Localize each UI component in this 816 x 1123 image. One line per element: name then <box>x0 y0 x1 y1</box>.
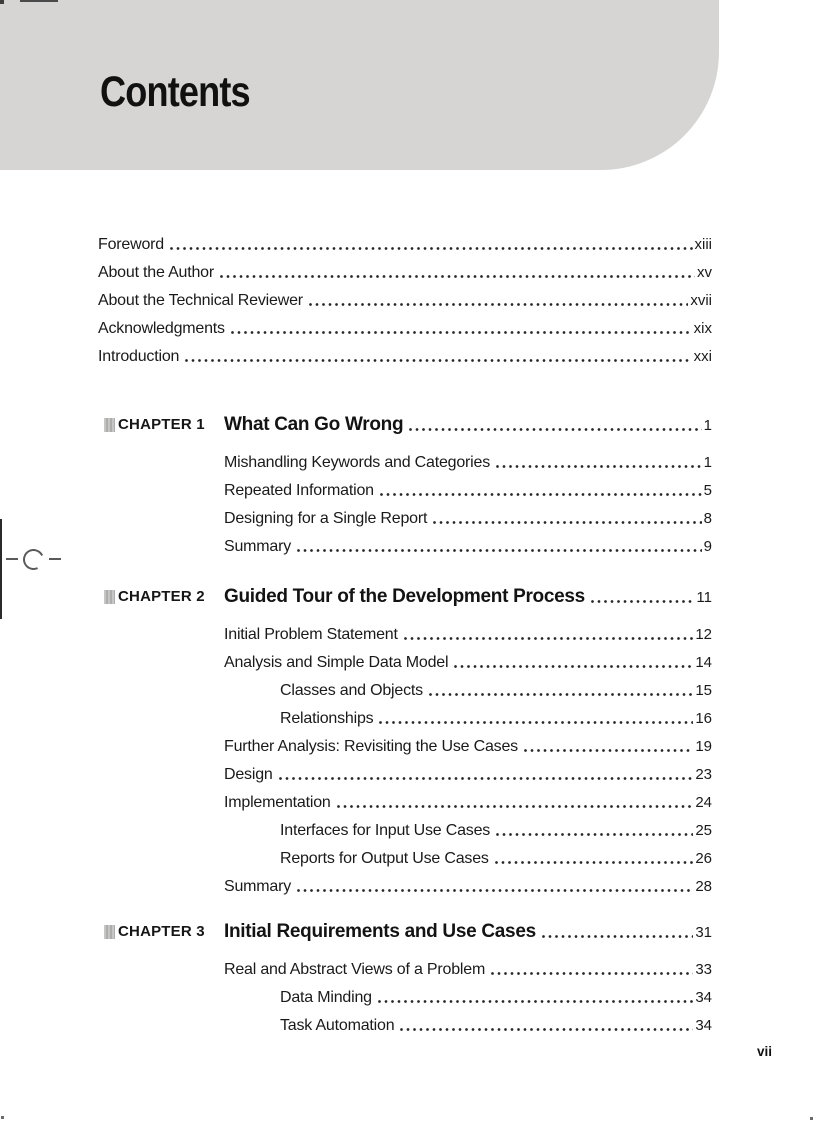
dot-leader <box>378 1000 693 1003</box>
chapter-sections <box>98 616 712 896</box>
toc-entry-page: 34 <box>695 989 712 1006</box>
toc-entry-page: xix <box>693 320 712 337</box>
chapter-title-row <box>224 920 712 943</box>
dot-leader <box>496 465 702 468</box>
dot-leader <box>524 749 693 752</box>
toc-entry-page: 1 <box>703 454 712 471</box>
toc-entry-label: Foreword <box>98 236 164 253</box>
toc-entry <box>98 282 712 310</box>
toc-entry <box>224 528 712 556</box>
dot-leader <box>591 600 695 603</box>
toc-entry-label: Task Automation <box>280 1017 395 1034</box>
toc-entry <box>224 979 712 1007</box>
chapter-page-number: 31 <box>695 924 712 941</box>
toc-entry <box>224 444 712 472</box>
toc-entry <box>98 338 712 366</box>
toc-entry <box>224 868 712 896</box>
toc-entry-page: 26 <box>695 850 712 867</box>
folio-page-number: vii <box>756 1044 772 1059</box>
toc-entry <box>224 812 712 840</box>
toc-entry-label: About the Technical Reviewer <box>98 292 303 309</box>
registration-dash-left <box>6 558 18 560</box>
toc-entry-label: Summary <box>224 538 292 555</box>
toc-entry-page: 16 <box>695 710 712 727</box>
chapter-heading <box>98 582 712 608</box>
toc-entry-label: Analysis and Simple Data Model <box>224 654 449 671</box>
toc-entry <box>224 840 712 868</box>
chapter-title: Guided Tour of the Development Process <box>224 586 585 607</box>
chapter-label-column <box>98 586 224 608</box>
chapter-title: What Can Go Wrong <box>224 414 404 435</box>
chapter-marker-icon <box>104 925 115 939</box>
toc-entry-label: Introduction <box>98 348 180 365</box>
toc-entry <box>224 1007 712 1035</box>
dot-leader <box>496 833 693 836</box>
toc-entry-page: xxi <box>693 348 712 365</box>
front-matter-list <box>98 226 712 366</box>
toc-entry-page: 24 <box>695 794 712 811</box>
toc-entry <box>224 756 712 784</box>
dot-leader <box>542 935 693 938</box>
chapter-marker-icon <box>104 590 115 604</box>
toc-entry-page: 25 <box>695 822 712 839</box>
registration-circle <box>20 546 47 573</box>
dot-leader <box>454 665 693 668</box>
registration-dash-right <box>49 558 61 560</box>
toc-entry <box>98 310 712 338</box>
dot-leader <box>404 637 694 640</box>
toc-entry-label: Interfaces for Input Use Cases <box>280 822 491 839</box>
toc-entry-label: Further Analysis: Revisiting the Use Cases <box>224 738 518 755</box>
toc-entry-label: Reports for Output Use Cases <box>280 850 489 867</box>
toc-entry <box>224 784 712 812</box>
chapter-heading <box>98 410 712 436</box>
toc-entry <box>98 226 712 254</box>
chapter-title-row <box>224 585 712 608</box>
toc-entry <box>224 951 712 979</box>
toc-entry <box>224 728 712 756</box>
toc-entry-label: Mishandling Keywords and Categories <box>224 454 491 471</box>
toc-entry-page: 15 <box>695 682 712 699</box>
dot-leader <box>185 359 691 362</box>
toc-entry <box>224 644 712 672</box>
chapter-sections <box>98 951 712 1035</box>
dot-leader <box>309 303 688 306</box>
toc-entry-label: Relationships <box>280 710 374 727</box>
dot-leader <box>379 721 693 724</box>
toc-entry-page: 33 <box>695 961 712 978</box>
dot-leader <box>409 428 701 431</box>
dot-leader <box>279 777 694 780</box>
chapter-number-label: CHAPTER 3 <box>118 923 205 940</box>
toc-entry <box>224 500 712 528</box>
dot-leader <box>433 521 701 524</box>
toc-entry <box>224 616 712 644</box>
table-of-contents <box>98 0 712 1123</box>
chapter-marker-icon <box>104 418 115 432</box>
toc-entry-page: xiii <box>694 236 712 253</box>
print-corner-mark <box>0 0 4 4</box>
toc-entry-page: 9 <box>703 538 712 555</box>
toc-entry-label: Summary <box>224 878 292 895</box>
print-edge-mark <box>20 0 58 2</box>
chapter-heading <box>98 917 712 943</box>
toc-entry-page: 8 <box>703 510 712 527</box>
toc-entry-page: xv <box>697 264 712 281</box>
toc-entry-label: Initial Problem Statement <box>224 626 398 643</box>
registration-mark-icon <box>6 548 62 572</box>
dot-leader <box>337 805 694 808</box>
toc-entry-page: 28 <box>695 878 712 895</box>
chapter-page-number: 1 <box>703 417 712 434</box>
toc-entry-page: 34 <box>695 1017 712 1034</box>
chapter-page-number: 11 <box>696 589 712 606</box>
scan-speck <box>1 1116 4 1119</box>
toc-entry-label: Acknowledgments <box>98 320 225 337</box>
toc-entry-page: 19 <box>695 738 712 755</box>
dot-leader <box>297 889 693 892</box>
toc-entry <box>224 700 712 728</box>
chapter-title: Initial Requirements and Use Cases <box>224 921 536 942</box>
toc-entry-page: 14 <box>695 654 712 671</box>
dot-leader <box>231 331 692 334</box>
toc-entry <box>98 254 712 282</box>
chapter-sections <box>98 444 712 556</box>
page-edge-line <box>0 519 2 619</box>
page-title: Contents <box>100 68 250 116</box>
toc-entry <box>224 672 712 700</box>
toc-entry-label: Repeated Information <box>224 482 374 499</box>
chapter-label-column <box>98 414 224 436</box>
dot-leader <box>297 549 702 552</box>
dot-leader <box>495 861 694 864</box>
toc-entry <box>224 472 712 500</box>
chapter-title-row <box>224 413 712 436</box>
dot-leader <box>491 972 693 975</box>
toc-entry-label: Designing for a Single Report <box>224 510 428 527</box>
chapter-number-label: CHAPTER 2 <box>118 588 205 605</box>
dot-leader <box>220 275 695 278</box>
toc-entry-label: Implementation <box>224 794 331 811</box>
toc-entry-page: 12 <box>695 626 712 643</box>
chapter-number-label: CHAPTER 1 <box>118 416 205 433</box>
scan-speck <box>810 1117 813 1120</box>
toc-entry-page: 23 <box>695 766 712 783</box>
toc-entry-page: 5 <box>703 482 712 499</box>
toc-entry-label: About the Author <box>98 264 215 281</box>
dot-leader <box>400 1028 693 1031</box>
dot-leader <box>170 247 693 250</box>
toc-entry-label: Design <box>224 766 273 783</box>
toc-entry-label: Data Minding <box>280 989 372 1006</box>
dot-leader <box>380 493 702 496</box>
toc-entry-label: Real and Abstract Views of a Problem <box>224 961 486 978</box>
dot-leader <box>429 693 693 696</box>
toc-entry-label: Classes and Objects <box>280 682 423 699</box>
toc-entry-page: xvii <box>690 292 712 309</box>
chapter-label-column <box>98 921 224 943</box>
